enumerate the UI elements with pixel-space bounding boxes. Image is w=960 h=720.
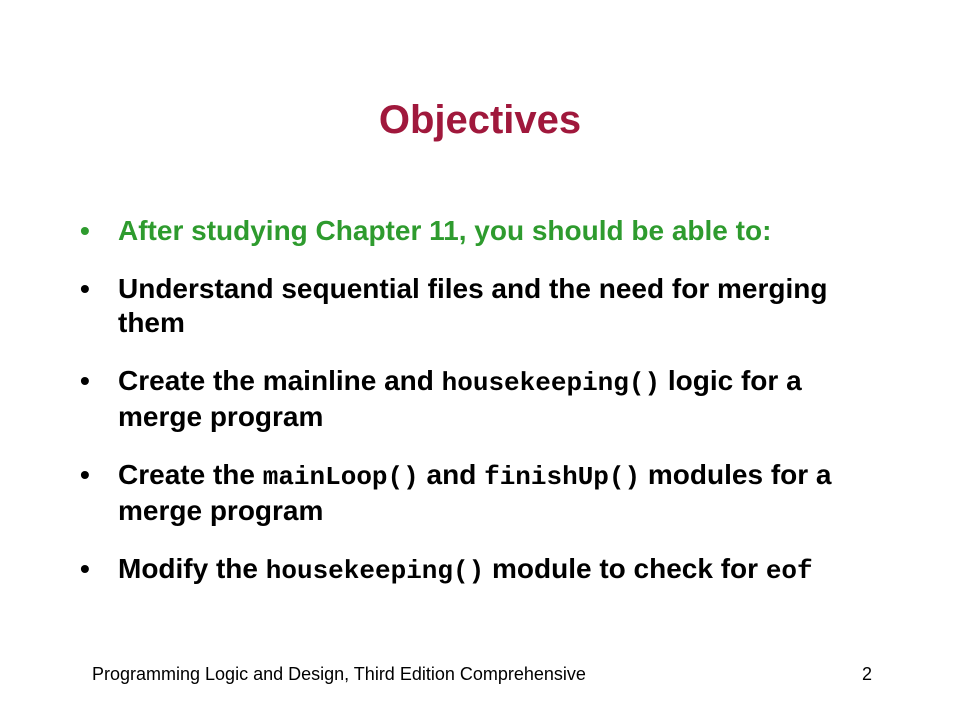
bullet-text: modules for a merge program (118, 459, 832, 526)
bullet-intro (80, 214, 880, 248)
bullet-text: Create the mainline and (118, 365, 442, 396)
code-mainloop: mainLoop() (262, 462, 419, 492)
bullet-mainline-housekeeping (80, 364, 880, 434)
bullet-sequential-files (80, 272, 880, 340)
bullet-text: After studying Chapter 11, you should be able to: (118, 215, 772, 246)
bullet-text: Understand sequential files and the need for merging them (118, 273, 828, 338)
objectives-list (80, 214, 880, 612)
code-eof: eof (765, 556, 813, 586)
code-housekeeping: housekeeping() (441, 368, 661, 398)
bullet-text: module to check for (484, 553, 766, 584)
code-housekeeping: housekeeping() (265, 556, 485, 586)
code-finishup: finishUp() (484, 462, 641, 492)
bullet-dot: • (80, 273, 90, 304)
bullet-dot: • (80, 553, 90, 584)
bullet-text: logic for a merge program (118, 365, 802, 432)
footer-page-number: 2 (862, 664, 873, 684)
bullet-dot: • (80, 459, 90, 490)
slide-title: Objectives (378, 98, 582, 142)
bullet-modify-housekeeping (80, 552, 880, 588)
bullet-dot: • (80, 365, 90, 396)
bullet-text: Modify the (118, 553, 266, 584)
bullet-text: Create the (118, 459, 263, 490)
footer-book-title: Programming Logic and Design, Third Edition Comprehensive (92, 664, 586, 684)
bullet-mainloop-finishup (80, 458, 880, 528)
bullet-text: and (418, 459, 485, 490)
bullet-dot: • (80, 215, 90, 246)
